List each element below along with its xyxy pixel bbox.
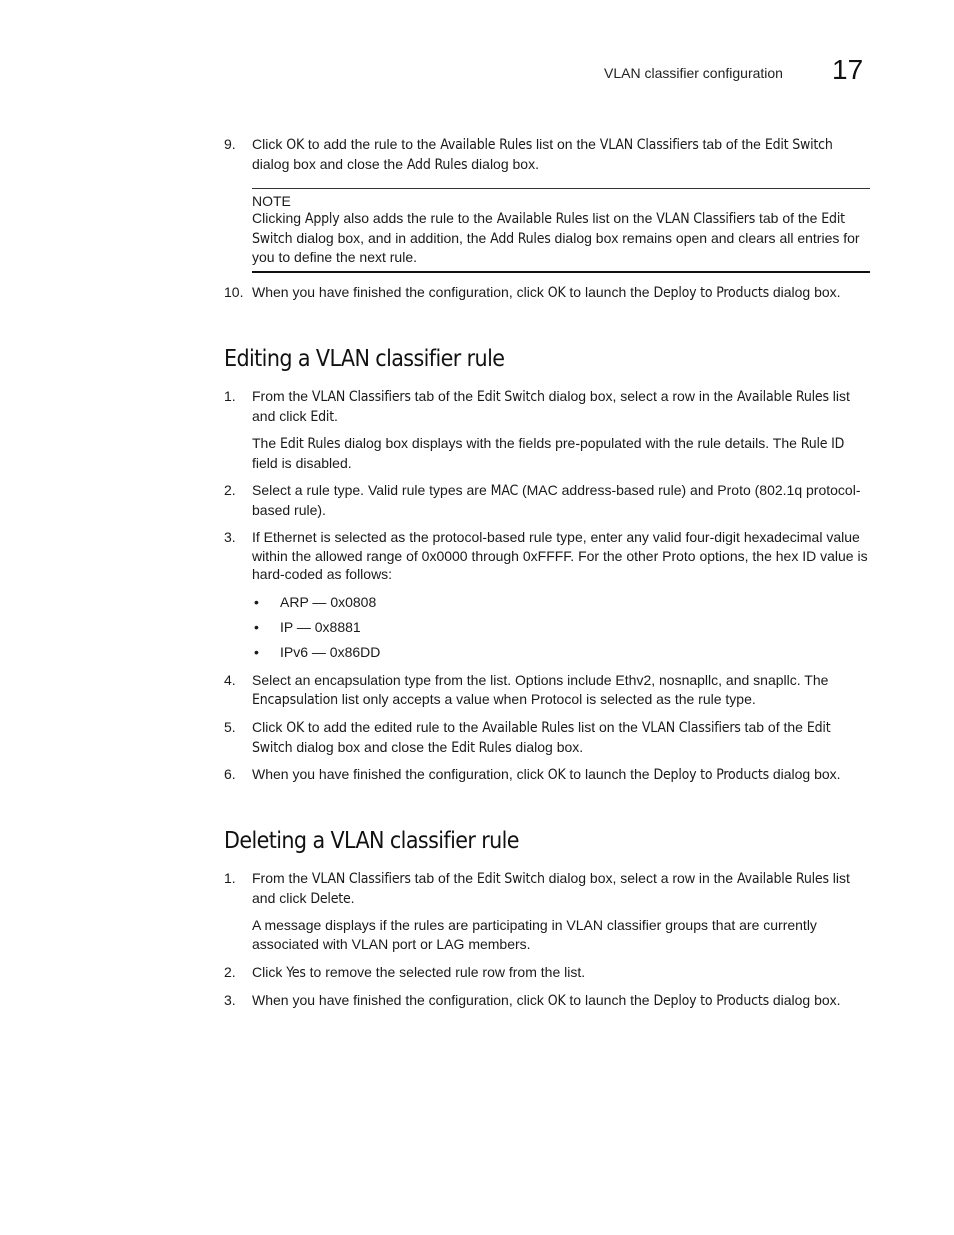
step-text: Click OK to add the edited rule to the Available Rules list on the VLAN Classifiers tab of the Edit Switch dialog box and close the Edit Rules dialog box. [252, 719, 831, 756]
note-body: Clicking Apply also adds the rule to the Available Rules list on the VLAN Classifiers tab of the Edit Switch dialog box, and in addition, the Add Rules dialog box remains open and clears all entries for you to define the next rule. [252, 210, 860, 266]
step-number: 9. [224, 136, 236, 152]
step-number: 6. [224, 766, 236, 782]
step-text: Click Yes to remove the selected rule row from the list. [252, 964, 586, 981]
note-box [252, 188, 870, 273]
running-header-title: VLAN classifier configuration [604, 65, 783, 81]
section-heading-deleting: Deleting a VLAN classifier rule [224, 828, 519, 854]
step-number: 3. [224, 992, 236, 1008]
step-text: When you have finished the configuration, click OK to launch the Deploy to Products dialog box. [252, 766, 841, 783]
step-text: If Ethernet is selected as the protocol-based rule type, enter any valid four-digit hexadecimal value within the allowed range of 0x0000 through 0xFFFF. For the other Proto options, the hex ID value is hard-coded as follows: [252, 529, 868, 583]
step-number: 5. [224, 719, 236, 735]
step-text: From the VLAN Classifiers tab of the Edit Switch dialog box, select a row in the Available Rules list and click Edit. [252, 388, 850, 425]
editing-paragraph: The Edit Rules dialog box displays with the fields pre-populated with the rule details. The Rule ID field is disabled. [252, 435, 845, 471]
step-number: 1. [224, 388, 236, 404]
step-text: When you have finished the configuration, click OK to launch the Deploy to Products dialog box. [252, 284, 841, 301]
step-number: 1. [224, 870, 236, 886]
step-text: From the VLAN Classifiers tab of the Edit Switch dialog box, select a row in the Available Rules list and click Delete. [252, 870, 850, 907]
step-number: 10. [224, 284, 244, 300]
deleting-paragraph: A message displays if the rules are participating in VLAN classifier groups that are currently associated with VLAN port or LAG members. [252, 917, 817, 952]
step-text: Select a rule type. Valid rule types are MAC (MAC address-based rule) and Proto (802.1q protocol-based rule). [252, 482, 861, 518]
step-number: 2. [224, 964, 236, 980]
step-number: 3. [224, 529, 236, 545]
bullet-dot: • [254, 594, 259, 610]
bullet-dot: • [254, 619, 259, 635]
step-number: 4. [224, 672, 236, 688]
note-title: NOTE [252, 193, 291, 209]
step-text: Select an encapsulation type from the list. Options include Ethv2, nosnapllc, and snapllc. The Encapsulation list only accepts a value when Protocol is selected as the rule type. [252, 672, 829, 708]
chapter-number: 17 [832, 54, 864, 85]
step-number: 2. [224, 482, 236, 498]
section-heading-editing: Editing a VLAN classifier rule [224, 346, 505, 372]
bullet-dot: • [254, 644, 259, 660]
step-text: When you have finished the configuration, click OK to launch the Deploy to Products dialog box. [252, 992, 841, 1009]
step-text: Click OK to add the rule to the Available Rules list on the VLAN Classifiers tab of the Edit Switch dialog box and close the Add Rules dialog box. [252, 136, 833, 173]
